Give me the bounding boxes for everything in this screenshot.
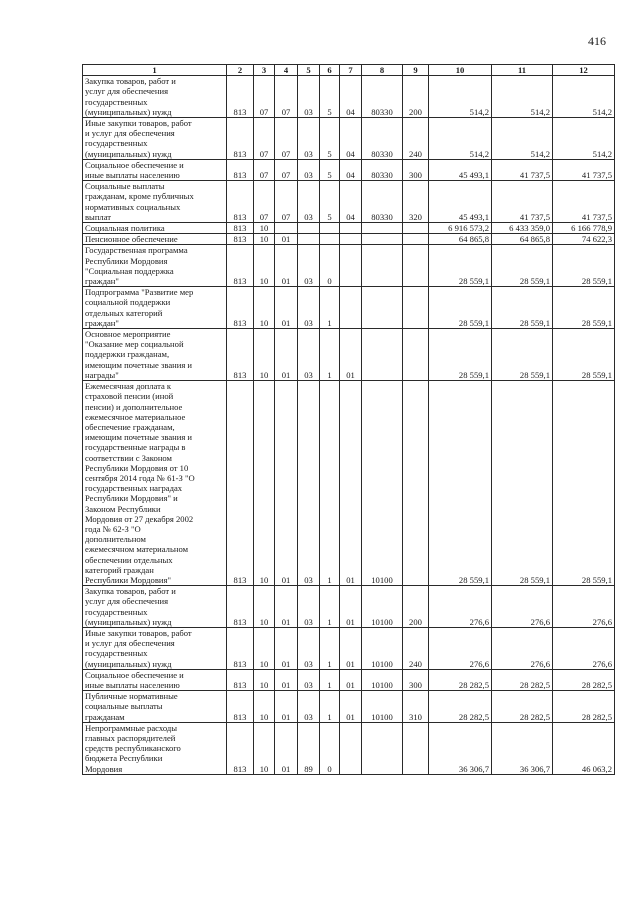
amount-cell: 45 493,1	[429, 181, 492, 223]
code-cell: 10	[254, 245, 275, 287]
code-cell: 03	[298, 586, 320, 628]
column-header-8: 8	[362, 65, 403, 76]
amount-cell: 28 559,1	[553, 381, 615, 586]
code-cell: 813	[227, 329, 254, 381]
code-cell: 04	[340, 118, 362, 160]
code-cell: 10	[254, 329, 275, 381]
amount-cell: 514,2	[492, 118, 553, 160]
table-row	[83, 159, 615, 180]
code-cell: 5	[320, 118, 340, 160]
amount-cell: 6 166 778,9	[553, 223, 615, 234]
code-cell: 89	[298, 722, 320, 774]
column-header-1: 1	[83, 65, 227, 76]
amount-cell: 74 622,3	[553, 234, 615, 245]
code-cell: 01	[275, 381, 298, 586]
amount-cell: 514,2	[492, 76, 553, 118]
code-cell: 1	[320, 669, 340, 690]
code-cell	[362, 223, 403, 234]
code-cell: 80330	[362, 118, 403, 160]
amount-cell: 28 559,1	[492, 245, 553, 287]
code-cell: 10	[254, 669, 275, 690]
table-row	[83, 586, 615, 628]
column-header-7: 7	[340, 65, 362, 76]
column-header-4: 4	[275, 65, 298, 76]
row-name-cell: Социальное обеспечение и иные выплаты населению	[83, 159, 227, 180]
column-header-2: 2	[227, 65, 254, 76]
row-name-cell: Иные закупки товаров, работ и услуг для обеспечения государственных (муниципальных) нужд	[83, 627, 227, 669]
code-cell: 80330	[362, 76, 403, 118]
code-cell: 03	[298, 287, 320, 329]
code-cell	[340, 245, 362, 287]
table-body	[83, 76, 615, 775]
amount-cell: 28 282,5	[429, 691, 492, 723]
code-cell: 5	[320, 159, 340, 180]
column-header-9: 9	[403, 65, 429, 76]
row-name-cell: Государственная программа Республики Мордовия "Социальная поддержка граждан"	[83, 245, 227, 287]
amount-cell: 276,6	[553, 586, 615, 628]
code-cell: 04	[340, 181, 362, 223]
table-row	[83, 329, 615, 381]
table-row	[83, 118, 615, 160]
code-cell: 813	[227, 234, 254, 245]
amount-cell: 28 282,5	[492, 669, 553, 690]
amount-cell: 41 737,5	[492, 159, 553, 180]
code-cell: 10	[254, 722, 275, 774]
code-cell: 1	[320, 287, 340, 329]
amount-cell: 64 865,8	[429, 234, 492, 245]
code-cell: 01	[275, 722, 298, 774]
code-cell	[340, 223, 362, 234]
table-row	[83, 381, 615, 586]
code-cell: 10100	[362, 691, 403, 723]
code-cell: 03	[298, 245, 320, 287]
code-cell: 813	[227, 245, 254, 287]
amount-cell: 276,6	[492, 586, 553, 628]
amount-cell: 45 493,1	[429, 159, 492, 180]
code-cell: 10100	[362, 669, 403, 690]
code-cell: 03	[298, 76, 320, 118]
code-cell: 07	[254, 181, 275, 223]
code-cell: 01	[275, 691, 298, 723]
code-cell: 10	[254, 381, 275, 586]
amount-cell: 36 306,7	[429, 722, 492, 774]
code-cell: 04	[340, 159, 362, 180]
amount-cell: 28 559,1	[492, 329, 553, 381]
row-name-cell: Социальные выплаты гражданам, кроме публичных нормативных социальных выплат	[83, 181, 227, 223]
code-cell: 813	[227, 627, 254, 669]
code-cell: 10	[254, 627, 275, 669]
row-name-cell: Закупка товаров, работ и услуг для обеспечения государственных (муниципальных) нужд	[83, 76, 227, 118]
table-row	[83, 287, 615, 329]
amount-cell: 514,2	[429, 76, 492, 118]
code-cell: 240	[403, 627, 429, 669]
code-cell: 01	[275, 586, 298, 628]
code-cell: 01	[275, 245, 298, 287]
amount-cell: 28 559,1	[429, 381, 492, 586]
code-cell: 03	[298, 627, 320, 669]
amount-cell: 28 559,1	[492, 381, 553, 586]
code-cell: 80330	[362, 159, 403, 180]
code-cell	[298, 223, 320, 234]
table-row	[83, 691, 615, 723]
code-cell: 1	[320, 691, 340, 723]
code-cell: 240	[403, 118, 429, 160]
code-cell: 813	[227, 118, 254, 160]
table-row	[83, 234, 615, 245]
code-cell	[362, 287, 403, 329]
row-name-cell: Иные закупки товаров, работ и услуг для обеспечения государственных (муниципальных) нужд	[83, 118, 227, 160]
code-cell: 813	[227, 76, 254, 118]
column-header-3: 3	[254, 65, 275, 76]
code-cell	[403, 287, 429, 329]
amount-cell: 28 559,1	[429, 287, 492, 329]
code-cell: 03	[298, 381, 320, 586]
amount-cell: 514,2	[553, 76, 615, 118]
column-header-10: 10	[429, 65, 492, 76]
code-cell: 310	[403, 691, 429, 723]
code-cell	[362, 722, 403, 774]
amount-cell: 28 282,5	[429, 669, 492, 690]
code-cell: 01	[340, 381, 362, 586]
amount-cell: 514,2	[553, 118, 615, 160]
code-cell: 813	[227, 691, 254, 723]
amount-cell: 28 282,5	[492, 691, 553, 723]
code-cell: 03	[298, 159, 320, 180]
code-cell: 1	[320, 381, 340, 586]
amount-cell: 28 282,5	[553, 669, 615, 690]
code-cell: 1	[320, 627, 340, 669]
code-cell: 813	[227, 223, 254, 234]
code-cell: 813	[227, 669, 254, 690]
code-cell: 01	[275, 234, 298, 245]
row-name-cell: Пенсионное обеспечение	[83, 234, 227, 245]
code-cell: 1	[320, 586, 340, 628]
table-row	[83, 627, 615, 669]
code-cell: 5	[320, 181, 340, 223]
column-header-5: 5	[298, 65, 320, 76]
code-cell: 10100	[362, 381, 403, 586]
code-cell: 200	[403, 586, 429, 628]
amount-cell: 276,6	[429, 586, 492, 628]
budget-table	[82, 64, 615, 775]
code-cell: 01	[340, 691, 362, 723]
code-cell: 01	[340, 669, 362, 690]
amount-cell: 41 737,5	[553, 159, 615, 180]
amount-cell: 514,2	[429, 118, 492, 160]
code-cell: 01	[275, 669, 298, 690]
row-name-cell: Закупка товаров, работ и услуг для обеспечения государственных (муниципальных) нужд	[83, 586, 227, 628]
column-header-11: 11	[492, 65, 553, 76]
amount-cell: 28 559,1	[429, 329, 492, 381]
amount-cell: 28 559,1	[492, 287, 553, 329]
code-cell: 10	[254, 223, 275, 234]
amount-cell: 6 916 573,2	[429, 223, 492, 234]
code-cell	[298, 234, 320, 245]
code-cell	[403, 381, 429, 586]
code-cell: 03	[298, 181, 320, 223]
amount-cell: 28 282,5	[553, 691, 615, 723]
code-cell: 10100	[362, 627, 403, 669]
amount-cell: 46 063,2	[553, 722, 615, 774]
code-cell: 10	[254, 691, 275, 723]
table-row	[83, 181, 615, 223]
code-cell: 320	[403, 181, 429, 223]
table-row	[83, 722, 615, 774]
code-cell	[403, 223, 429, 234]
amount-cell: 41 737,5	[553, 181, 615, 223]
code-cell: 10	[254, 234, 275, 245]
code-cell	[362, 245, 403, 287]
code-cell: 80330	[362, 181, 403, 223]
code-cell	[320, 223, 340, 234]
amount-cell: 6 433 359,0	[492, 223, 553, 234]
row-name-cell: Непрограммные расходы главных распорядителей средств республиканского бюджета Республики Мордовия	[83, 722, 227, 774]
code-cell: 07	[275, 76, 298, 118]
code-cell: 07	[254, 118, 275, 160]
code-cell: 813	[227, 159, 254, 180]
table-row	[83, 669, 615, 690]
column-header-6: 6	[320, 65, 340, 76]
code-cell: 813	[227, 381, 254, 586]
code-cell	[340, 722, 362, 774]
code-cell: 03	[298, 118, 320, 160]
code-cell: 200	[403, 76, 429, 118]
row-name-cell: Основное мероприятие "Оказание мер социальной поддержки гражданам, имеющим почетные звания и награды"	[83, 329, 227, 381]
code-cell: 10	[254, 287, 275, 329]
code-cell: 0	[320, 245, 340, 287]
code-cell: 01	[340, 586, 362, 628]
amount-cell: 28 559,1	[553, 287, 615, 329]
code-cell: 813	[227, 722, 254, 774]
amount-cell: 28 559,1	[553, 329, 615, 381]
column-header-12: 12	[553, 65, 615, 76]
code-cell: 813	[227, 181, 254, 223]
amount-cell: 41 737,5	[492, 181, 553, 223]
code-cell: 10	[254, 586, 275, 628]
code-cell: 07	[275, 118, 298, 160]
code-cell: 813	[227, 586, 254, 628]
code-cell: 01	[275, 329, 298, 381]
table-row	[83, 245, 615, 287]
code-cell	[340, 287, 362, 329]
page-number: 416	[588, 34, 606, 48]
code-cell: 10100	[362, 586, 403, 628]
code-cell	[362, 234, 403, 245]
amount-cell: 276,6	[553, 627, 615, 669]
amount-cell: 276,6	[492, 627, 553, 669]
code-cell: 01	[340, 627, 362, 669]
code-cell: 01	[340, 329, 362, 381]
code-cell: 07	[275, 181, 298, 223]
code-cell	[320, 234, 340, 245]
amount-cell: 276,6	[429, 627, 492, 669]
amount-cell: 28 559,1	[429, 245, 492, 287]
code-cell	[403, 245, 429, 287]
row-name-cell: Ежемесячная доплата к страховой пенсии (иной пенсии) и дополнительное ежемесячное материальное обеспечение гражданам, имеющим почетные звания и государственные награды в соответствии с Законом Республики Мордовия от 10 сентября 2014 года № 61-З "О государственных наградах Республики Мордовия" и Законом Республики Мордовия от 27 декабря 2002 года № 62-З "О дополнительном ежемесячном материальном обеспечении отдельных категорий граждан Республики Мордовия"	[83, 381, 227, 586]
row-name-cell: Социальная политика	[83, 223, 227, 234]
code-cell: 01	[275, 287, 298, 329]
code-cell: 03	[298, 329, 320, 381]
code-cell	[403, 722, 429, 774]
code-cell: 0	[320, 722, 340, 774]
header-row	[83, 65, 615, 76]
row-name-cell: Публичные нормативные социальные выплаты гражданам	[83, 691, 227, 723]
table-row	[83, 223, 615, 234]
amount-cell: 64 865,8	[492, 234, 553, 245]
code-cell: 813	[227, 287, 254, 329]
code-cell: 5	[320, 76, 340, 118]
code-cell: 300	[403, 669, 429, 690]
code-cell: 03	[298, 691, 320, 723]
code-cell: 1	[320, 329, 340, 381]
code-cell: 01	[275, 627, 298, 669]
row-name-cell: Социальное обеспечение и иные выплаты населению	[83, 669, 227, 690]
code-cell: 03	[298, 669, 320, 690]
code-cell	[362, 329, 403, 381]
code-cell	[403, 329, 429, 381]
code-cell: 07	[254, 76, 275, 118]
table-row	[83, 76, 615, 118]
code-cell	[340, 234, 362, 245]
code-cell	[275, 223, 298, 234]
code-cell: 07	[275, 159, 298, 180]
code-cell: 300	[403, 159, 429, 180]
code-cell	[403, 234, 429, 245]
code-cell: 07	[254, 159, 275, 180]
code-cell: 04	[340, 76, 362, 118]
amount-cell: 36 306,7	[492, 722, 553, 774]
row-name-cell: Подпрограмма "Развитие мер социальной поддержки отдельных категорий граждан"	[83, 287, 227, 329]
amount-cell: 28 559,1	[553, 245, 615, 287]
